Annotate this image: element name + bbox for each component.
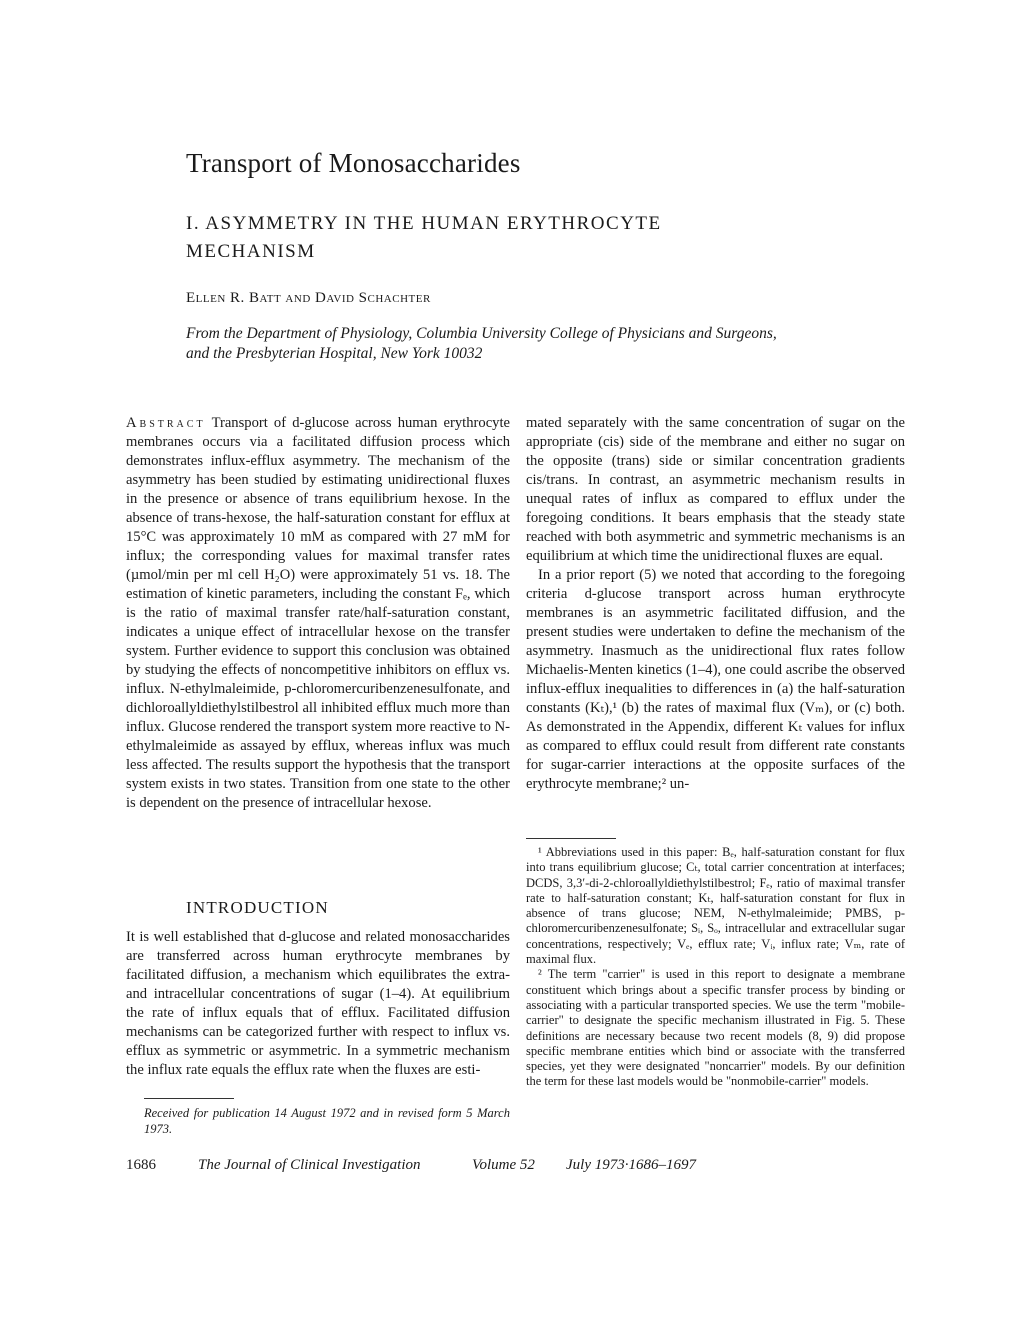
intro-para1-continued: mated separately with the same concentration of sugar on the appropriate (cis) side of the membrane and either no sugar on the opposite (trans) side or similar concentration gradients cis/trans. In contrast, an asymmetric mechanism results in unequal rates of influx as compared to efflux under the foregoing conditions. It bears emphasis that the steady state reached with both asymmetric and symmetric mechanisms is an equilibrium at which time the unidirectional fluxes are equal. bbox=[526, 415, 905, 564]
affiliation: From the Department of Physiology, Columbia University College of Physicians and Surgeons, and the Presbyterian Hospital, New York 10032 bbox=[186, 325, 777, 362]
footnote-rule bbox=[526, 838, 616, 839]
abstract-text: Transport of d-glucose across human erythrocyte membranes occurs via a facilitated diffusion process which demonstrates influx-efflux asymmetry. The mechanism of the asymmetry has been studied by estimating unidirectional fluxes in the presence or absence of trans equilibrium hexose. In the absence of trans-hexose, the half-saturation constant for efflux at 15°C was approximately 10 mM as compared with 27 mM for influx; the corresponding values for maximal transfer rates (µmol/min per ml cell H₂O) were approximately 51 vs. 18. The estimation of kinetic parameters, including the constant Fₑ, which is the ratio of maximal transfer rate/half-saturation constant, indicates a unique effect of intracellular hexose on the transfer system. Further evidence to support this conclusion was obtained by studying the effects of noncompetitive inhibitors on efflux vs. influx. N-ethylmaleimide, p-chloromercuribenzenesulfonate, and dichloroallyldiethylstilbestrol all inhibited efflux much more than influx. Glucose rendered the transport system more reactive to N-ethylmaleimide as assayed by efflux, whereas influx was much less affected. The results support the hypothesis that the transport system exists in two states. Transition from one state to the other is dependent on the presence of intracellular hexose. bbox=[126, 415, 510, 811]
journal-name: The Journal of Clinical Investigation bbox=[198, 1157, 421, 1173]
intro-right-column bbox=[526, 414, 905, 834]
footnotes bbox=[526, 845, 905, 1090]
author-line: Ellen R. Batt and David Schachter bbox=[186, 290, 431, 306]
journal-issue: July 1973·1686–1697 bbox=[566, 1157, 696, 1173]
page-number: 1686 bbox=[126, 1157, 156, 1173]
article-subtitle: I. ASYMMETRY IN THE HUMAN ERYTHROCYTE MECHANISM bbox=[186, 213, 662, 262]
abstract-label: Abstract bbox=[126, 415, 206, 431]
intro-paragraph-1 bbox=[126, 928, 510, 1086]
intro-para1-text: It is well established that d-glucose and related monosaccharides are transferred across human erythrocyte membranes by facilitated diffusion, a mechanism which equilibrates the extra- and intracellular concentrations of sugar (1–4). At equilibrium the rate of influx equals that of efflux. Facilitated diffusion mechanisms can be categorized further with respect to influx vs. efflux as symmetric or asymmetric. In a symmetric mechanism the influx rate equals the efflux rate when the fluxes are esti- bbox=[126, 929, 510, 1078]
intro-para2-text: In a prior report (5) we noted that according to the foregoing criteria d-glucose transport across human erythrocyte membranes is an asymmetric facilitated diffusion, and the present studies were undertaken to define the mechanism of the asymmetry. Inasmuch as the unidirectional flux rates follow Michaelis-Menten kinetics (1–4), one could ascribe the observed influx-efflux inequalities to differences in (a) the half-saturation constants (Kₜ),¹ (b) the rates of maximal flux (Vₘ), or (c) both. As demonstrated in the Appendix, different Kₜ values for influx as compared to efflux could result from different rate constants for sugar-carrier interactions at the opposite surfaces of the erythrocyte membrane;² un- bbox=[526, 567, 905, 792]
received-rule bbox=[144, 1098, 234, 1099]
introduction-heading: INTRODUCTION bbox=[186, 898, 329, 917]
journal-volume: Volume 52 bbox=[472, 1157, 535, 1173]
footnote-2: ² The term "carrier" is used in this report to designate a membrane constituent which brings about a specific transfer process by binding or associating with a particular transported species. We use the term "mobile-carrier" to designate the specific mechanism illustrated in Fig. 5. These definitions are necessary because two recent models (8, 9) did propose specific membrane entities which bind or associate with the transferred species, yet they were designated "noncarrier" models. By our definition the term for these last models would be "nonmobile-carrier" models. bbox=[526, 967, 905, 1089]
received-note: Received for publication 14 August 1972 and in revised form 5 March 1973. bbox=[144, 1106, 510, 1136]
footnote-1: ¹ Abbreviations used in this paper: Bₑ, half-saturation constant for flux into trans equilibrium glucose; Cₜ, total carrier concentration at interfaces; DCDS, 3,3′-di-2-chloroallyldiethylstilbestrol; Fₑ, ratio of maximal transfer rate to half-saturation constant; Kₜ, half-saturation constant for flux in absence of trans glucose; NEM, N-ethylmaleimide; PMBS, p-chloromercuribenzenesulfonate; Sᵢ, Sₒ, intracellular and extracellular sugar concentrations, respectively; Vₑ, efflux rate; Vᵢ, influx rate; Vₘ, rate of maximal flux. bbox=[526, 845, 905, 967]
article-title: Transport of Monosaccharides bbox=[186, 148, 521, 178]
abstract-block bbox=[126, 414, 510, 813]
